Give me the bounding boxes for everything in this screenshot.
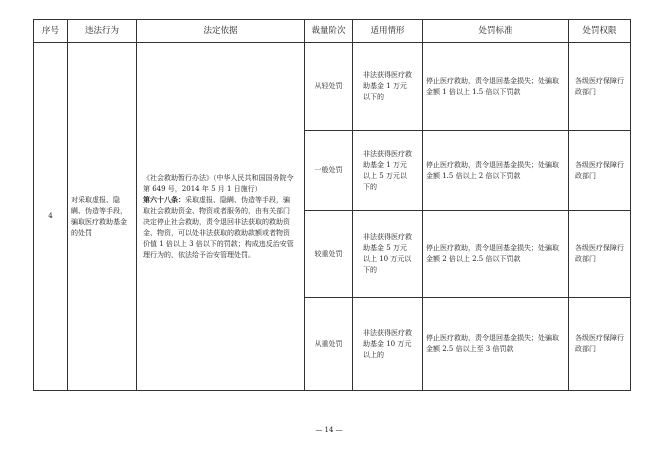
basis-article: 第六十八条： <box>143 195 185 204</box>
level-cell: 从重处罚 <box>305 298 353 391</box>
violation-cell: 对采取虚报、隐瞒、伪造等手段，骗取医疗救助基金的处罚 <box>68 43 137 391</box>
authority-cell: 各级医疗保障行政部门 <box>569 131 631 211</box>
level-cell: 一般处罚 <box>305 131 353 211</box>
standard-cell: 停止医疗救助，责令退回基金损失；处骗取金额 2 倍以上 2.5 倍以下罚款 <box>423 211 569 298</box>
header-standard: 处罚标准 <box>423 20 569 43</box>
page-number: — 14 — <box>315 426 343 434</box>
header-violation: 违法行为 <box>68 20 137 43</box>
authority-cell: 各级医疗保障行政部门 <box>569 211 631 298</box>
legal-basis-cell <box>137 43 305 391</box>
authority-cell: 各级医疗保障行政部门 <box>569 43 631 131</box>
level-cell: 从轻处罚 <box>305 43 353 131</box>
basis-body: 采取虚报、隐瞒、伪造等手段，骗取社会救助资金、物资或者服务的，由有关部门决定停止社会救助，责令退回非法获取的救助资金、物资，可以处非法获取的救助款额或者物资价值 1 倍以上 3 倍以下的罚款；构成违反治安管理行为的，依法给予治安管理处罚。 <box>143 195 294 259</box>
header-situation: 适用情形 <box>353 20 423 43</box>
header-authority: 处罚权限 <box>569 20 631 43</box>
situation-cell: 非法获得医疗救助基金 1 万元以下的 <box>353 43 423 131</box>
header-basis: 法定依据 <box>137 20 305 43</box>
standard-cell: 停止医疗救助，责令退回基金损失；处骗取金额 1 倍以上 1.5 倍以下罚款 <box>423 43 569 131</box>
standard-cell: 停止医疗救助，责令退回基金损失；处骗取金额 1.5 倍以上 2 倍以下罚款 <box>423 131 569 211</box>
basis-intro: 《社会救助暂行办法》（中华人民共和国国务院令第 649 号，2014 年 5 月 1 日施行） <box>143 173 294 193</box>
header-row <box>34 20 631 43</box>
penalty-table <box>33 19 631 391</box>
table-row <box>34 43 631 131</box>
standard-cell: 停止医疗救助，责令退回基金损失；处骗取金额 2.5 倍以上至 3 倍罚款 <box>423 298 569 391</box>
level-cell: 较重处罚 <box>305 211 353 298</box>
header-no: 序号 <box>34 20 68 43</box>
header-level: 裁量阶次 <box>305 20 353 43</box>
authority-cell: 各级医疗保障行政部门 <box>569 298 631 391</box>
situation-cell: 非法获得医疗救助基金 1 万元以上 5 万元以下的 <box>353 131 423 211</box>
row-number: 4 <box>34 43 68 391</box>
situation-cell: 非法获得医疗救助基金 5 万元以上 10 万元以下的 <box>353 211 423 298</box>
situation-cell: 非法获得医疗救助基金 10 万元以上的 <box>353 298 423 391</box>
